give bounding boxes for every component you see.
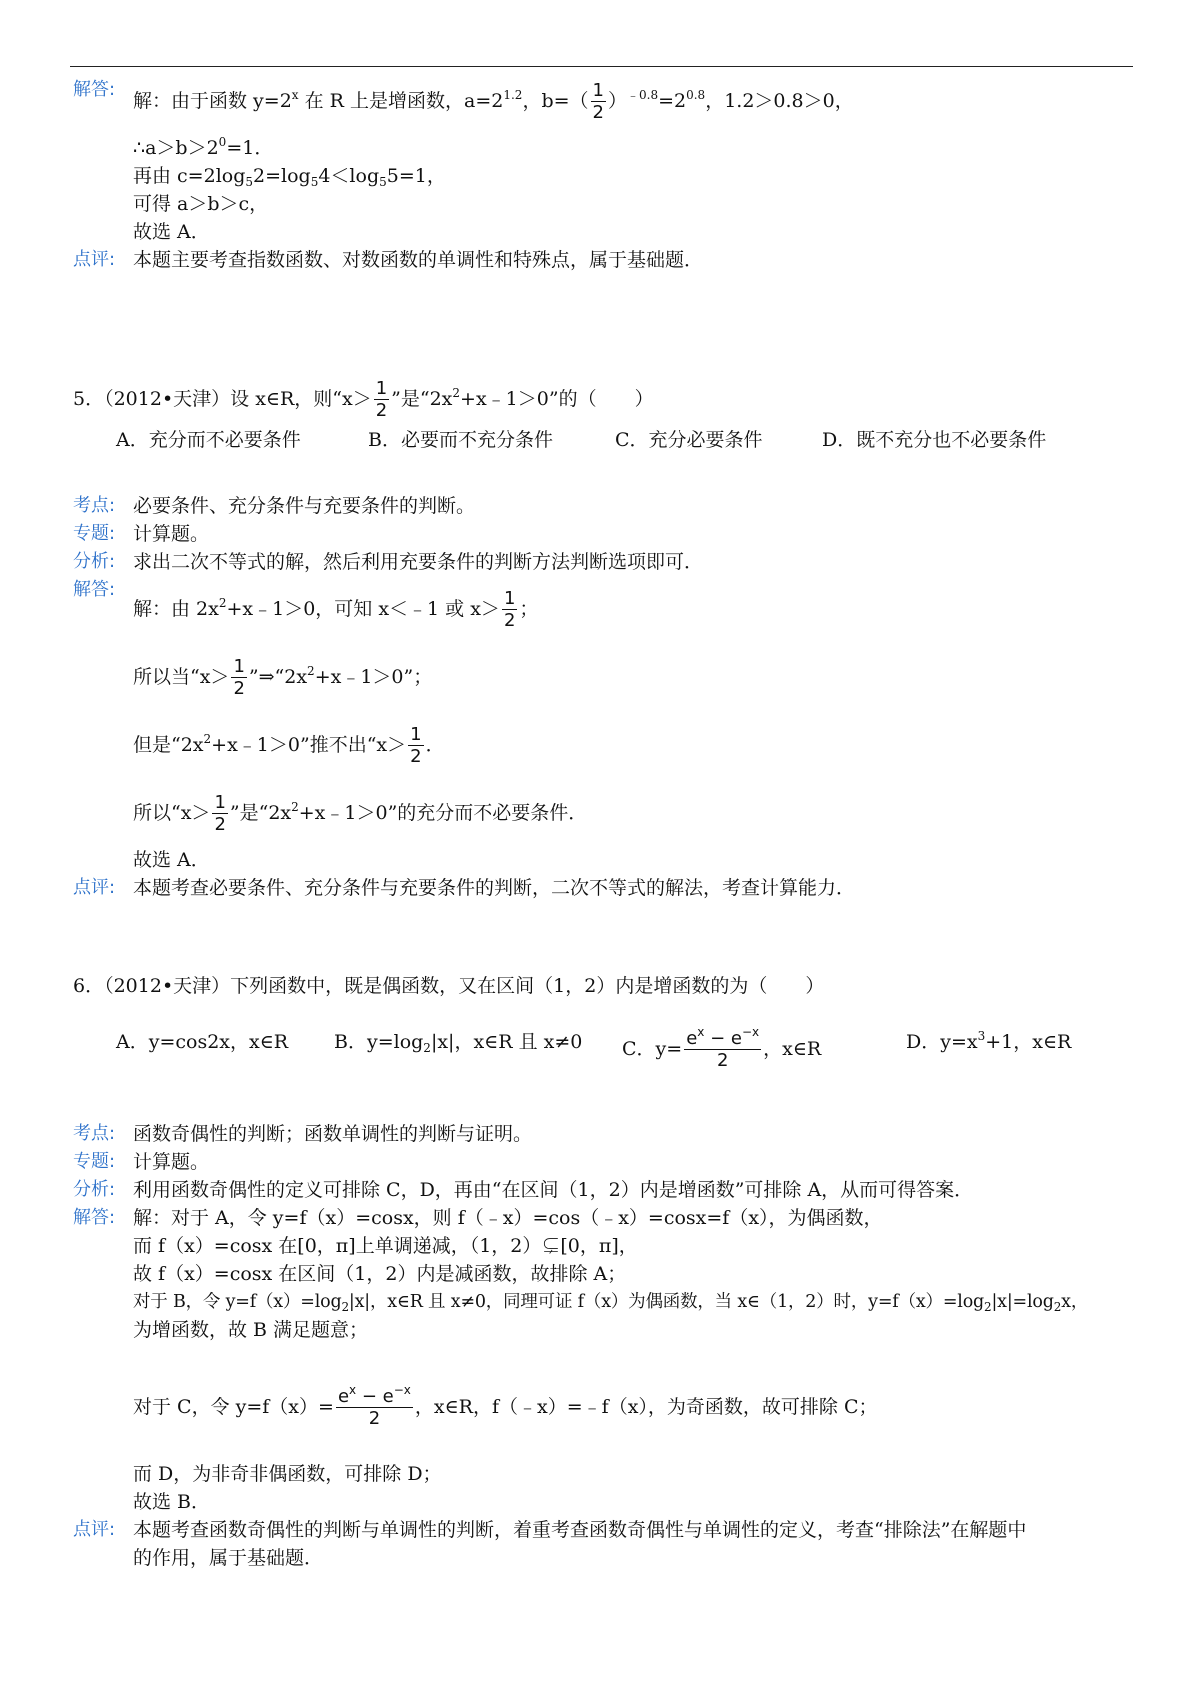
label-answer: 解答: [73,1207,116,1228]
b4-line-5: 故选 A． [133,221,210,243]
q6-answer-6: 对于 C，令 y=f（x）= $\frac{e^x - e^{-x}}{2}$ ，x∈R，f（﹣x）=﹣f（x），为奇函数，故可排除 C； [133,1383,878,1429]
q6-stem: 6．（2012•天津）下列函数中，既是偶函数，又在区间（1，2）内是增函数的为（ ） [73,975,825,997]
b4-line-1: 解：由于函数 $y=2^x$ 在 R 上是增函数，$a=2^{1.2}$，b=（ $\frac{1}{2}$ ）$^{﹣0.8}=2^{0.8}$，1.2＞0.8＞0， [133,80,854,123]
fraction-half: $\frac{1}{2}$ [214,792,226,835]
b4-comment: 本题主要考查指数函数、对数函数的单调性和特殊点，属于基础题． [133,249,704,271]
q6-answer-4: 对于 B，令 $y=f(x)=\log_2|x|$，x∈R 且 x≠0，同理可证 f（x）为偶函数，当 x∈（1，2）时，$y=f(x)=\log_2|x|=\log_2x$， [133,1292,1089,1314]
q5-answer-1: 解：由 $2x^2+x﹣1>0$，可知 x＜﹣1 或 x＞ $\frac{1}{2}$ ； [133,588,539,631]
q5-answer-5: 故选 A． [133,849,210,871]
fraction-half: $\frac{1}{2}$ [410,724,422,767]
q6-option-d: D．$y=x^3+1$，x∈R [906,1029,1072,1053]
b4-line-3: 再由 $c=2\log_52=\log_54<\log_55=1$， [133,165,446,189]
q5-topic: 计算题。 [133,523,210,545]
q5-test-point: 必要条件、充分条件与充要条件的判断。 [133,495,476,517]
label-topic: 专题: [73,1151,116,1172]
q6-answer-3: 故 f（x）=cosx 在区间（1，2）内是减函数，故排除 A； [133,1263,627,1285]
q6-option-c: C．y= $\frac{e^x - e^{-x}}{2}$ ，x∈R [622,1025,822,1071]
q6-answer-8: 故选 B． [133,1491,211,1513]
q5-answer-3: 但是“$2x^2+x﹣1>0$”推不出“x＞ $\frac{1}{2}$ ． [133,724,445,767]
top-divider [70,66,1133,67]
fraction-half: $\frac{1}{2}$ [503,588,516,631]
q5-option-b: B．必要而不充分条件 [368,429,553,451]
label-analysis: 分析: [73,1179,116,1200]
q5-answer-4: 所以“x＞ $\frac{1}{2}$ ”是“$2x^2+x﹣1>0$”的充分而不必要条件． [133,792,588,835]
fraction-exp: $\frac{e^x - e^{-x}}{2}$ [686,1025,760,1071]
label-answer: 解答: [73,79,116,100]
b4-line-4: 可得 a＞b＞c， [133,193,269,215]
label-comment: 点评: [73,1519,116,1540]
q6-answer-2: 而 f（x）=cosx 在[0，π]上单调递减，（1，2）⊊[0，π]， [133,1235,638,1257]
label-comment: 点评: [73,249,116,270]
fraction-exp: $\frac{e^x - e^{-x}}{2}$ [337,1383,411,1429]
q5-option-a: A．充分而不必要条件 [116,429,301,451]
q6-analysis: 利用函数奇偶性的定义可排除 C，D，再由“在区间（1，2）内是增函数”可排除 A，从而可得答案． [133,1179,974,1201]
q5-stem: 5．（2012•天津）设 x∈R，则“x＞ $\frac{1}{2}$ ”是“$2x^2+x﹣1>0$”的（ ） [73,378,654,421]
q6-option-b: B．$y=\log_2|x|$，x∈R 且 x≠0 [334,1031,583,1055]
label-comment: 点评: [73,877,116,898]
q6-topic: 计算题。 [133,1151,210,1173]
q5-analysis: 求出二次不等式的解，然后利用充要条件的判断方法判断选项即可． [133,551,704,573]
q6-test-point: 函数奇偶性的判断；函数单调性的判断与证明。 [133,1123,533,1145]
fraction-half: $\frac{1}{2}$ [592,80,604,123]
q6-option-a: A．y=cos2x，x∈R [116,1031,289,1053]
q5-option-c: C．充分必要条件 [615,429,763,451]
q5-comment: 本题考查必要条件、充分条件与充要条件的判断，二次不等式的解法，考查计算能力． [133,877,856,899]
q6-answer-5: 为增函数，故 B 满足题意； [133,1319,369,1341]
q6-answer-1: 解：对于 A，令 y=f（x）=cosx，则 f（﹣x）=cos（﹣x）=cosx=f（x），为偶函数， [133,1207,883,1229]
label-analysis: 分析: [73,551,116,572]
q5-option-d: D．既不充分也不必要条件 [822,429,1047,451]
label-test-point: 考点: [73,495,116,516]
q5-answer-2: 所以当“x＞ $\frac{1}{2}$ $”\Rightarrow“2x^2+x﹣1>0$”； [133,656,433,699]
label-answer: 解答: [73,579,116,600]
q6-answer-7: 而 D，为非奇非偶函数，可排除 D； [133,1463,442,1485]
q6-comment-1: 本题考查函数奇偶性的判断与单调性的判断，着重考查函数奇偶性与单调性的定义，考查“排除法”在解题中 [133,1519,1027,1541]
label-test-point: 考点: [73,1123,116,1144]
b4-line-2: $\therefore a>b>2^0=1$． [133,135,274,159]
q6-comment-2: 的作用，属于基础题． [133,1547,324,1569]
fraction-half: $\frac{1}{2}$ [375,378,388,421]
fraction-half: $\frac{1}{2}$ [233,656,245,699]
label-topic: 专题: [73,523,116,544]
